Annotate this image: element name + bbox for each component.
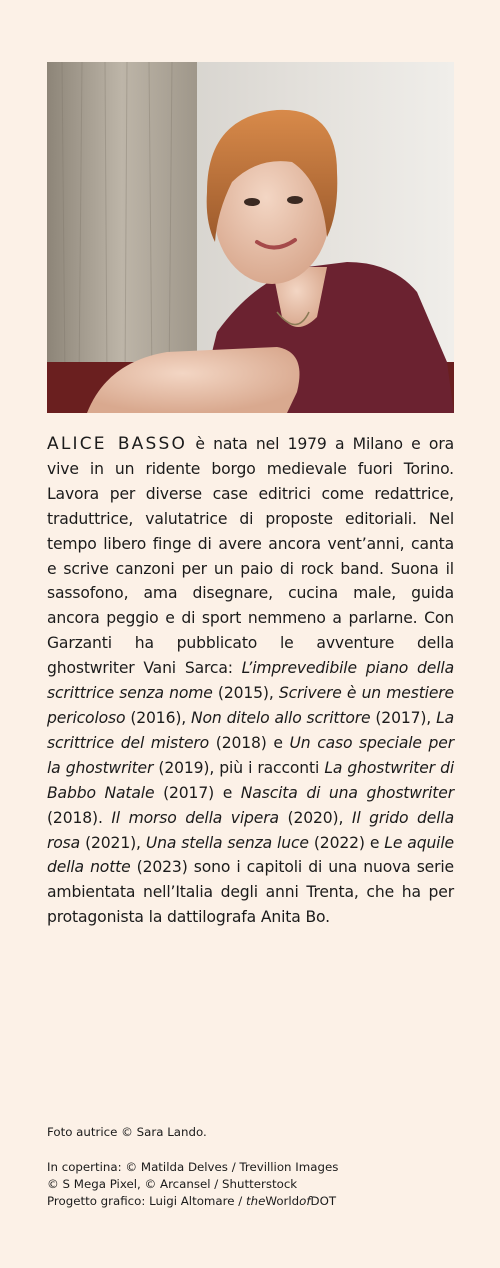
studio-of: of [299, 1194, 311, 1208]
bio-text: è nata nel 1979 a Milano e ora vive in un ridente borgo medievale fuori Torino. Lavora per diverse case editrici come redattrice, traduttrice, valutatrice di proposte editoriali. Nel tempo libero finge di avere ancora vent’anni, canta e scrive canzoni per un paio di rock band. Suona il sassofono, ama disegnare, cucina male, guida ancora peggio e di sport nemmeno a parlarne. Con Garzanti ha pubblicato le avventure della ghostwriter Vani Sarca: [47, 435, 454, 678]
book-title: Il grido della rosa [47, 808, 454, 852]
design-credit-line [47, 1193, 467, 1210]
bio-text: (2018). [47, 808, 112, 827]
bio-text: (2020), [278, 808, 352, 827]
book-title: Le aquile della notte [47, 833, 454, 877]
studio-dot: DOT [310, 1194, 337, 1208]
bio-text: (2021), [80, 833, 146, 852]
photo-credit-text: Foto autrice © Sara Lando. [47, 1125, 207, 1139]
book-title: Un caso speciale per la ghostwriter [47, 733, 454, 777]
book-title: La ghostwriter di Babbo Natale [47, 758, 454, 802]
author-name: ALICE BASSO [47, 434, 188, 454]
book-title: Il morso della vipera [111, 808, 279, 827]
author-biography [47, 432, 454, 930]
bio-text: (2017) e [154, 783, 241, 802]
book-title: Non ditelo allo scrittore [191, 708, 371, 727]
studio-the: the [245, 1194, 266, 1208]
book-title: Una stella senza luce [145, 833, 309, 852]
cover-credit-line: © S Mega Pixel, © Arcansel / Shutterstock [47, 1177, 298, 1191]
bio-text: (2023) sono i capitoli di una nuova serie ambientata nell’Italia degli anni Trenta, che ha per protagonista la dattilografa Anita Bo. [47, 858, 455, 927]
photo-credit [47, 1124, 467, 1141]
studio-world: World [265, 1194, 300, 1208]
design-credit-text: Progetto grafico: Luigi Altomare / [47, 1194, 246, 1208]
author-portrait [47, 62, 454, 413]
bio-text: (2019), più i racconti [153, 758, 325, 777]
bio-text: (2018) e [209, 733, 290, 752]
book-title: Scrivere è un mestiere pericoloso [47, 684, 454, 727]
book-title: Nascita di una ghostwriter [240, 783, 454, 802]
cover-credit-line: In copertina: © Matilda Delves / Trevillion Images [47, 1160, 339, 1174]
author-portrait-image [47, 62, 454, 413]
book-title: L’imprevedibile piano della scrittrice senza nome [47, 659, 454, 703]
bio-text: (2022) e [308, 833, 385, 852]
book-title: La scrittrice del mistero [47, 708, 455, 752]
bio-text: (2016), [125, 708, 192, 727]
bio-text: (2017), [370, 708, 437, 727]
cover-credits [47, 1159, 467, 1210]
bio-text: (2015), [212, 684, 279, 703]
